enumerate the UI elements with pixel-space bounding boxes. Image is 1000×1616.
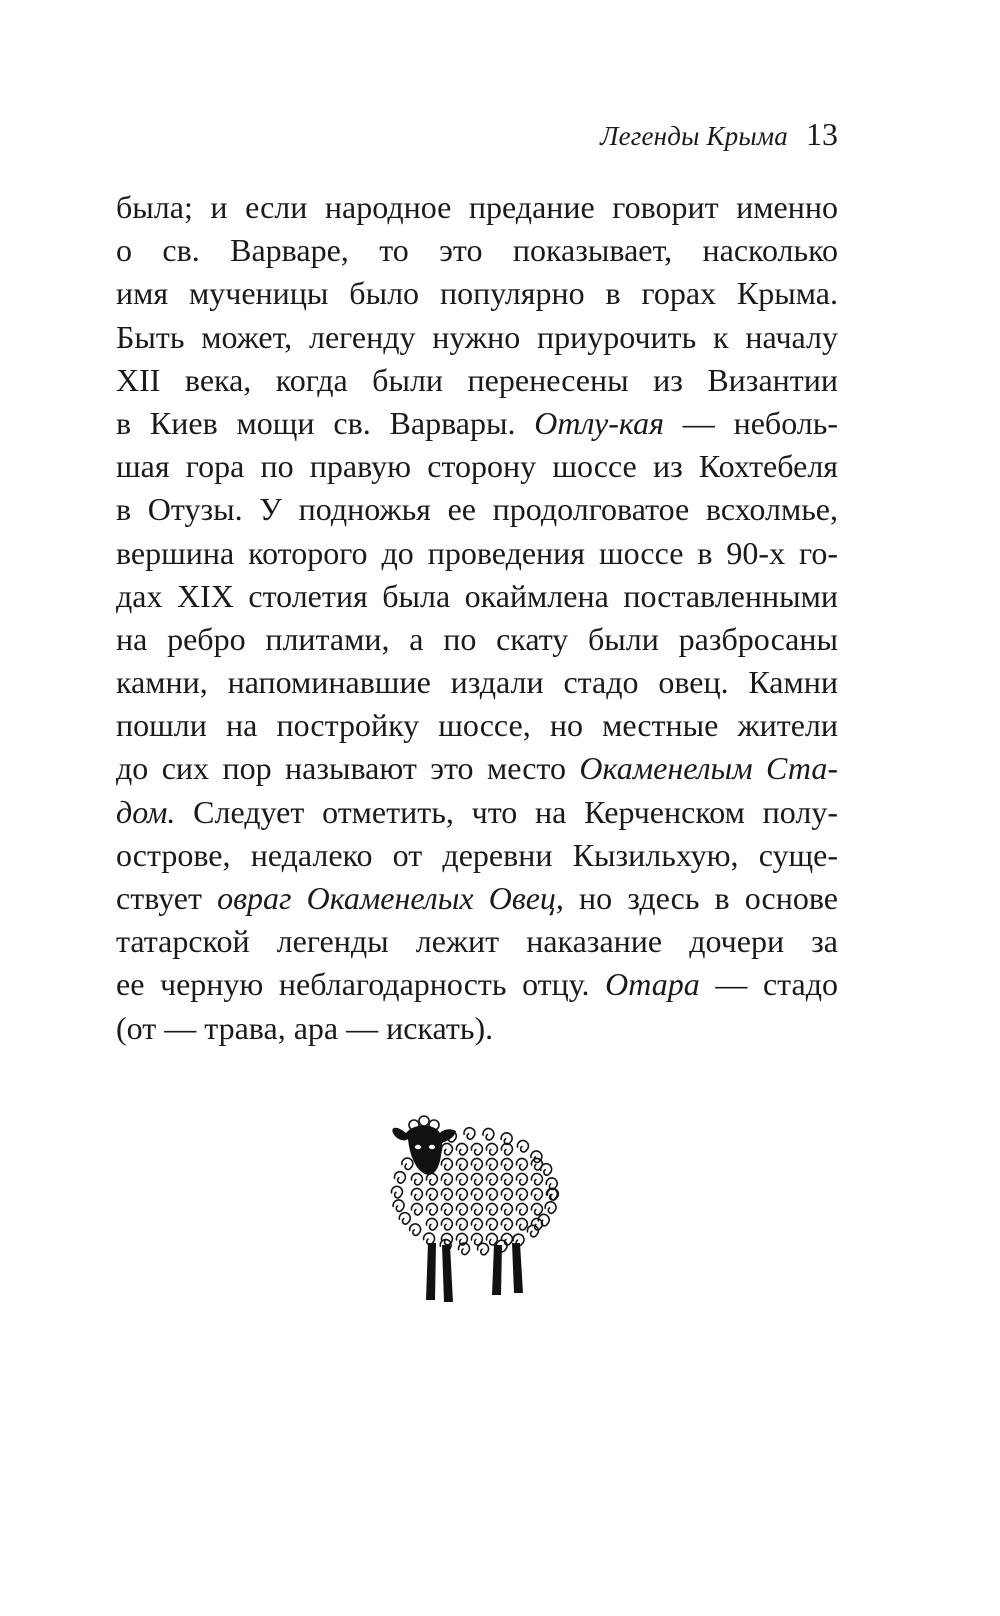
running-head: [600, 116, 838, 153]
italic-term: Окаменелым Ста-: [579, 750, 839, 787]
text-line: [116, 532, 838, 575]
text-line: [116, 272, 838, 315]
text-segment: вершина которого до проведения шоссе в 90-х го-: [116, 534, 838, 571]
text-segment: — неболь-: [663, 404, 839, 441]
italic-term: дом.: [116, 793, 176, 830]
page-number: 13: [806, 116, 838, 152]
text-line: [116, 877, 838, 920]
text-line: [116, 834, 838, 877]
text-segment: шая гора по правую сторону шоссе из Кохтебеля: [116, 448, 838, 485]
text-segment: камни, напоминавшие издали стадо овец. Камни: [116, 664, 838, 701]
text-line: [116, 791, 838, 834]
body-text: [116, 186, 838, 1050]
text-segment: в Отузы. У подножья ее продолговатое всхолмье,: [116, 491, 838, 528]
text-line: [116, 445, 838, 488]
italic-term: овраг Окаменелых Овец,: [217, 880, 564, 916]
text-segment: в Киев мощи св. Варвары.: [116, 404, 535, 441]
text-segment: была; и если народное предание говорит именно: [116, 189, 838, 225]
text-line: [116, 1007, 838, 1050]
running-title: Легенды Крыма: [600, 121, 788, 151]
text-segment: о св. Варваре, то это показывает, насколько: [116, 232, 838, 269]
text-line: [116, 920, 838, 963]
text-segment: Следует отметить, что на Керченском полу-: [175, 793, 838, 830]
text-segment: острове, недалеко от деревни Кызильхую, суще-: [116, 836, 838, 873]
text-line: [116, 704, 838, 747]
italic-term: Отлу-кая: [534, 404, 664, 441]
text-segment: пошли на постройку шоссе, но местные жители: [116, 707, 838, 744]
text-segment: до сих пор называют это место: [116, 750, 580, 787]
text-segment: дах XIX столетия была окаймлена поставленными: [116, 577, 838, 614]
text-segment: (от — трава, ара — искать).: [116, 1009, 494, 1046]
sheep-ornament-icon: [370, 1095, 570, 1315]
text-line: [116, 186, 838, 229]
text-line: [116, 618, 838, 661]
text-segment: — стадо: [699, 966, 839, 1003]
text-line: [116, 661, 838, 704]
text-line: [116, 575, 838, 618]
text-segment: XII века, когда были перенесены из Византии: [116, 361, 838, 398]
text-line: [116, 316, 838, 359]
text-line: [116, 402, 838, 445]
text-segment: на ребро плитами, а по скату были разбросаны: [116, 620, 838, 657]
text-segment: татарской легенды лежит наказание дочери за: [116, 923, 838, 960]
text-line: [116, 359, 838, 402]
text-segment: Быть может, легенду нужно приурочить к началу: [116, 318, 838, 355]
text-segment: ее черную неблагодарность отцу.: [116, 966, 606, 1003]
text-line: [116, 747, 838, 790]
text-line: [116, 963, 838, 1006]
text-segment: но здесь в основе: [563, 880, 839, 916]
text-segment: имя мученицы было популярно в горах Крыма.: [116, 275, 838, 312]
text-line: [116, 488, 838, 531]
text-line: [116, 229, 838, 272]
text-segment: ствует: [116, 880, 218, 916]
italic-term: Отара: [605, 966, 700, 1003]
